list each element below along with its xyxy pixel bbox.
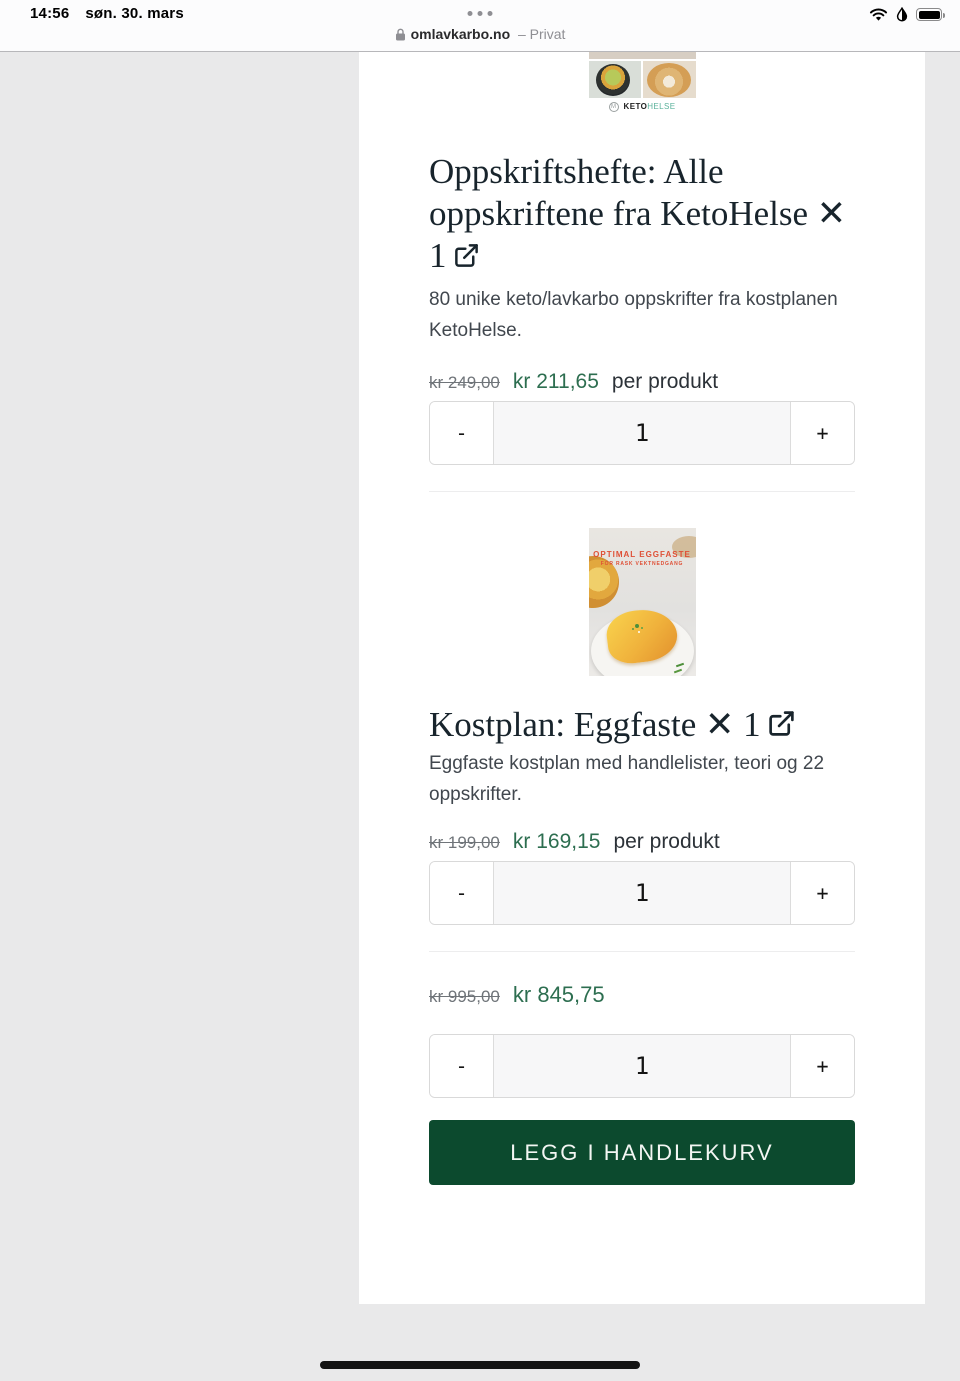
home-indicator[interactable] (320, 1361, 640, 1369)
product-1-title[interactable] (429, 151, 855, 277)
product-2-sale-price: kr 169,15 (512, 830, 601, 853)
section-divider (429, 491, 855, 492)
product-2-old-price: kr 199,00 (429, 833, 500, 852)
product-1-title-text: Oppskriftshefte: Alle oppskriftene fra KetoHelse ✕ 1 (429, 152, 847, 275)
cover-food-photos (589, 61, 696, 98)
brand-keto: KETO (623, 102, 648, 111)
product-1-description: 80 unike keto/lavkarbo oppskrifter fra kostplanen KetoHelse. (429, 289, 838, 341)
product-2-price-row (429, 830, 855, 854)
dot (468, 11, 473, 16)
bundle-quantity-input[interactable]: 1 (493, 1035, 791, 1097)
section-divider (429, 951, 855, 952)
status-icons (869, 7, 942, 22)
bundle-modal (359, 52, 925, 1304)
add-to-cart-button[interactable]: LEGG I HANDLEKURV (429, 1120, 855, 1185)
product-2-description: Eggfaste kostplan med handlelister, teori og 22 oppskrifter. (429, 753, 825, 805)
cover-title-text: OPTIMAL EGGFASTE (593, 550, 691, 559)
cover-garnish (635, 624, 639, 628)
product-1-price-row (429, 370, 855, 394)
clock: 14:56 (30, 5, 70, 22)
cover-photo-salad (589, 61, 642, 98)
product-1-old-price: kr 249,00 (429, 373, 500, 392)
product-2-increase-button[interactable]: + (791, 862, 854, 924)
product-1-decrease-button[interactable]: - (430, 402, 493, 464)
product-1-cover-image (589, 52, 696, 115)
wifi-icon (869, 8, 888, 22)
cover-subtitle-text: FOR RASK VEKTNEDGANG (600, 561, 684, 567)
external-link-icon[interactable] (453, 242, 480, 269)
product-1-increase-button[interactable]: + (791, 402, 854, 464)
product-2-title[interactable] (429, 704, 855, 746)
dot (478, 11, 483, 16)
per-product-label: per produkt (613, 830, 720, 853)
product-1-quantity-stepper (429, 401, 855, 465)
status-time-date (30, 5, 184, 22)
url-domain: omlavkarbo.no (410, 26, 511, 42)
product-2-quantity-stepper (429, 861, 855, 925)
brand-helse: HELSE (647, 102, 676, 111)
product-1-quantity-input[interactable]: 1 (493, 402, 791, 464)
lock-icon (395, 28, 406, 41)
browser-chrome (0, 0, 960, 52)
product-2-quantity-input[interactable]: 1 (493, 862, 791, 924)
external-link-icon[interactable] (767, 709, 796, 738)
bundle-sale-price: kr 845,75 (512, 982, 605, 1007)
date: søn. 30. mars (85, 5, 184, 22)
cover-photo-pizza (643, 61, 696, 98)
bundle-increase-button[interactable]: + (791, 1035, 854, 1097)
product-2-cover-image (589, 528, 696, 676)
battery-icon (916, 8, 942, 21)
address-bar[interactable] (0, 26, 960, 42)
cover-photo-strip (589, 52, 696, 61)
product-2-decrease-button[interactable]: - (430, 862, 493, 924)
per-product-label: per produkt (611, 370, 719, 393)
product-1-sale-price: kr 211,65 (512, 370, 599, 393)
cover-brand-text (624, 102, 676, 111)
dot (488, 11, 493, 16)
ink-drop-icon (896, 7, 908, 22)
bundle-quantity-stepper (429, 1034, 855, 1098)
cover-brand-row (589, 98, 696, 115)
tab-overview-dots-icon[interactable] (468, 11, 493, 16)
bundle-decrease-button[interactable]: - (430, 1035, 493, 1097)
product-2-title-text: Kostplan: Eggfaste ✕ 1 (429, 705, 761, 744)
bundle-old-price: kr 995,00 (429, 987, 500, 1006)
private-badge: – Privat (517, 26, 566, 42)
ketohelse-logo-icon: M (609, 102, 619, 112)
bundle-total-price-row (429, 982, 855, 1008)
